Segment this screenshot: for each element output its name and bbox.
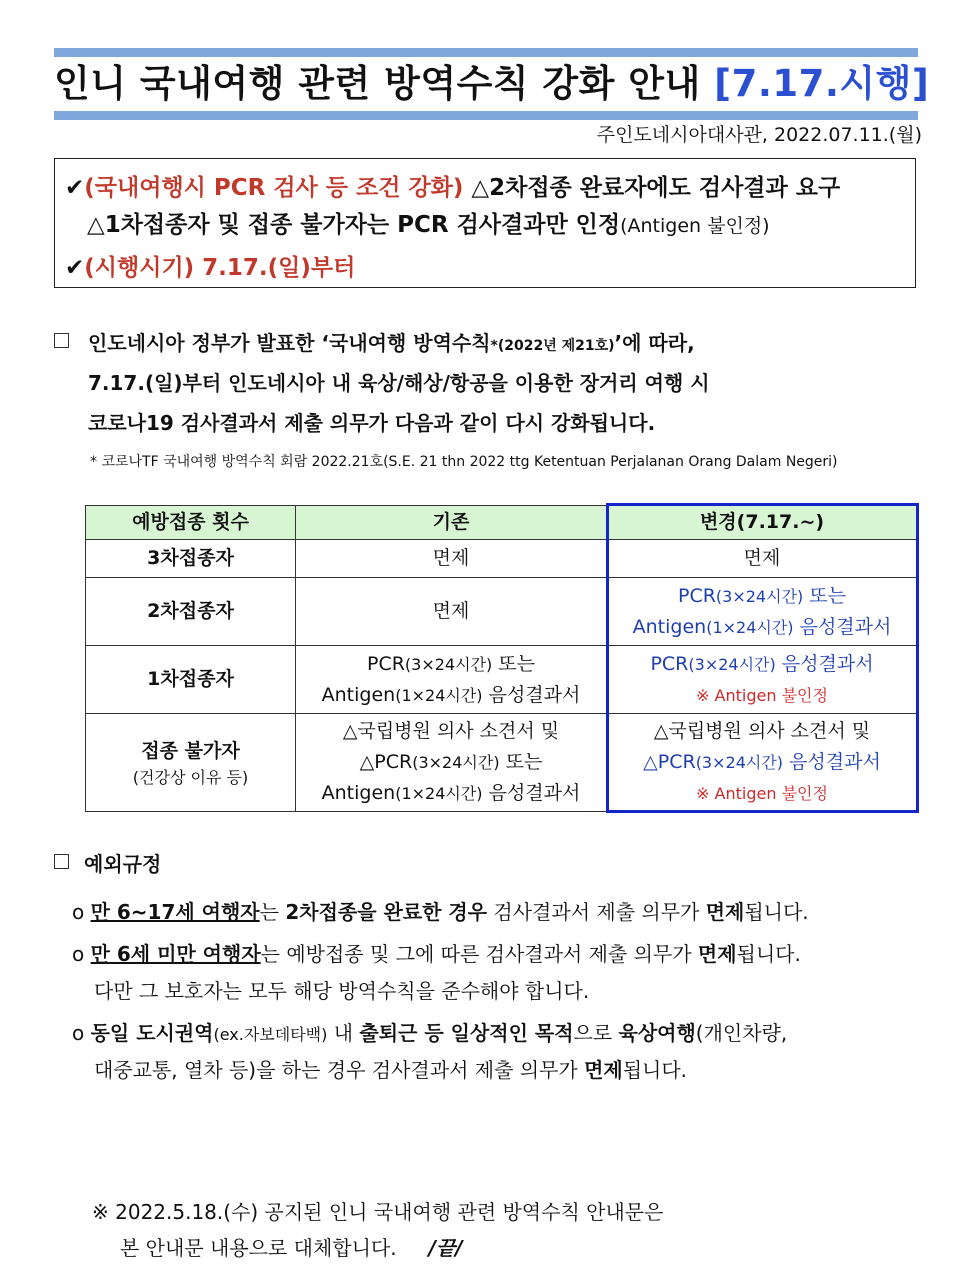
end-mark: /끝/ <box>428 1236 463 1260</box>
cell-before: △국립병원 의사 소견서 및 △PCR(3×24시간) 또는 Antigen(1×24시간) 음성결과서 <box>296 714 607 812</box>
title-top-rule <box>54 48 918 57</box>
intro-line-3: 코로나19 검사결과서 제출 의무가 다음과 같이 다시 강화됩니다. <box>88 411 656 435</box>
table-row <box>86 714 918 812</box>
row-label: 2차접종자 <box>86 578 296 646</box>
summary-line-1: ✔(국내여행시 PCR 검사 등 조건 강화) △2차접종 완료자에도 검사결과 요구 <box>65 175 841 201</box>
intro-line-2: 7.17.(일)부터 인도네시아 내 육상/해상/항공을 이용한 장거리 여행 시 <box>88 371 710 395</box>
checkbox-square-icon <box>54 333 69 348</box>
cell-after: PCR(3×24시간) 음성결과서 ※ Antigen 불인정 <box>607 646 918 714</box>
summary-line-3: ✔(시행시기) 7.17.(일)부터 <box>65 255 356 281</box>
check-icon: ✔ <box>65 255 85 281</box>
cell-before: 면제 <box>296 540 607 578</box>
vaccination-table <box>85 505 918 812</box>
table-row <box>86 578 918 646</box>
issuer-date: 주인도네시아대사관, 2022.07.11.(월) <box>596 124 922 146</box>
check-icon: ✔ <box>65 175 85 201</box>
cell-before: 면제 <box>296 578 607 646</box>
exception-item-3-cont: 대중교통, 열차 등)을 하는 경우 검사결과서 제출 의무가 면제됩니다. <box>94 1058 688 1082</box>
exception-item-1: o 만 6~17세 여행자는 2차접종을 완료한 경우 검사결과서 제출 의무가 면제됩니다. <box>72 900 809 924</box>
header-vaccination-count: 예방접종 횟수 <box>86 506 296 540</box>
title-date: [7.17.시행] <box>714 62 930 105</box>
page-title <box>54 58 930 110</box>
table-header-row <box>86 506 918 540</box>
table-row <box>86 540 918 578</box>
title-bottom-rule <box>54 111 918 120</box>
cell-after: △국립병원 의사 소견서 및 △PCR(3×24시간) 음성결과서 ※ Antigen 불인정 <box>607 714 918 812</box>
cell-after: PCR(3×24시간) 또는 Antigen(1×24시간) 음성결과서 <box>607 578 918 646</box>
table-row <box>86 646 918 714</box>
exception-item-2-cont: 다만 그 보호자는 모두 해당 방역수칙을 준수해야 합니다. <box>94 979 590 1003</box>
exception-item-2: o 만 6세 미만 여행자는 예방접종 및 그에 따른 검사결과서 제출 의무가 면제됩니다. <box>72 942 801 966</box>
header-after: 변경(7.17.~) <box>607 506 918 540</box>
intro-line-1: 인도네시아 정부가 발표한 ‘국내여행 방역수칙*(2022년 제21호)’에 따라, <box>88 331 695 355</box>
title-text: 인니 국내여행 관련 방역수칙 강화 안내 <box>54 62 715 105</box>
footnote: * 코로나TF 국내여행 방역수칙 회람 2022.21호(S.E. 21 thn 2022 ttg Ketentuan Perjalanan Orang Dalam Negeri) <box>90 454 838 470</box>
row-label: 1차접종자 <box>86 646 296 714</box>
footer-note-line-2: 본 안내문 내용으로 대체합니다. /끝/ <box>120 1236 463 1260</box>
footer-note-line-1: ※ 2022.5.18.(수) 공지된 인니 국내여행 관련 방역수칙 안내문은 <box>92 1200 664 1224</box>
header-before: 기존 <box>296 506 607 540</box>
cell-after: 면제 <box>607 540 918 578</box>
summary-box <box>54 158 916 288</box>
row-label: 3차접종자 <box>86 540 296 578</box>
checkbox-square-icon <box>54 854 69 869</box>
summary-line-2: △1차접종자 및 접종 불가자는 PCR 검사결과만 인정(Antigen 불인정) <box>87 212 770 238</box>
row-label: 접종 불가자 (건강상 이유 등) <box>86 714 296 812</box>
exceptions-heading: 예외규정 <box>84 852 162 876</box>
exception-item-3: o 동일 도시권역(ex.자보데타백) 내 출퇴근 등 일상적인 목적으로 육상여행(개인차량, <box>72 1021 788 1045</box>
cell-before: PCR(3×24시간) 또는 Antigen(1×24시간) 음성결과서 <box>296 646 607 714</box>
